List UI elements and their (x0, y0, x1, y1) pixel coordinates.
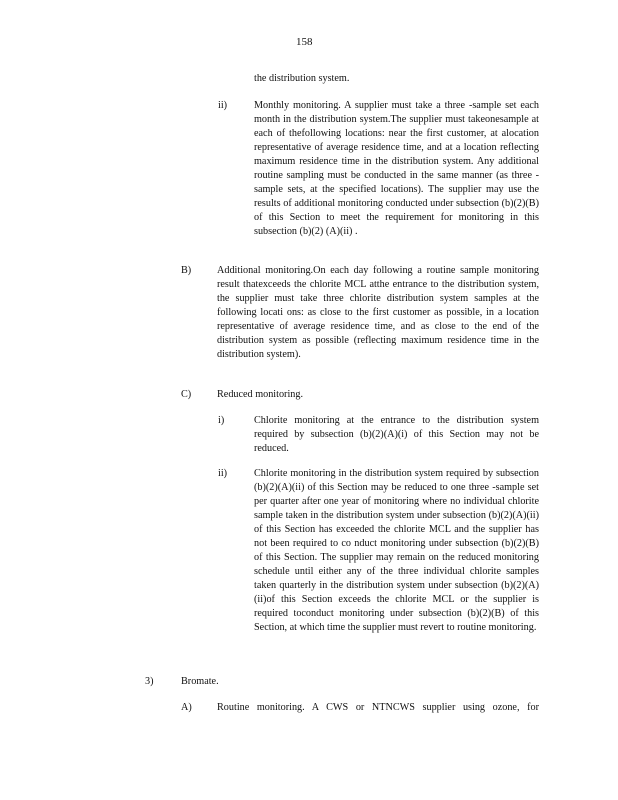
item-C-heading: Reduced monitoring. (217, 389, 304, 400)
item-C-i-label: i) (218, 415, 225, 426)
item-A-label: A) (181, 702, 192, 713)
item-B-label: B) (181, 265, 192, 276)
item-ii-label: ii) (218, 100, 228, 111)
item-ii-paragraph: Monthly monitoring. A supplier must take a three -sample set each month in the distribution system.The supplier must takeonesample at each of thefollowing locations: near the first customer, at alocation representative of average residence time, and at a location reflecting maximum residence time in the distribution system. Any additional routine sampling must be conducted in the same manner (as three -sample sets, at the specified locations). The supplier may use the results of additional monitoring conducted under subsection (b)(2)(B) of this Section to meet the requirement for monitoring in this subsection (b)(2) (A)(ii) . (254, 100, 539, 237)
item-C-ii-label: ii) (218, 468, 228, 479)
continued-paragraph: the distribution system. (254, 73, 350, 84)
item-A-paragraph: Routine monitoring. A CWS or NTNCWS supplier using ozone, for (217, 702, 539, 713)
item-C-ii-paragraph: Chlorite monitoring in the distribution system required by subsection (b)(2)(A)(ii) of this Section may be reduced to one three -sample set per quarter after one year of monitoring where no individual chlorite sample taken in the distribution system under subsection (b)(2)(A)(ii) of this Section has exceeded the chlorite MCL and the supplier has not been required to co nduct monitoring under subsection (b)(2)(B) of this Section. The supplier may remain on the reduced monitoring schedule until either any of the three individual chlorite samples taken quarterly in the distribution system under subsection (b)(2)(A)(ii)of this Section exceeds the chlorite MCL or the supplier is required toconduct monitoring under subsection (b)(2)(B) of this Section, at which time the supplier must revert to routine monitoring. (254, 468, 539, 633)
item-3-heading: Bromate. (181, 676, 219, 687)
item-B-paragraph: Additional monitoring.On each day following a routine sample monitoring result thatexceeds the chlorite MCL atthe entrance to the distribution system, the supplier must take three chlorite distribution system samples at the following locati ons: as close to the first customer as possible, in a location representative of average residence time, and as close to the end of the distribution system as possible (reflecting maximum residence time in the distribution system). (217, 265, 539, 360)
item-C-label: C) (181, 389, 192, 400)
item-C-i-paragraph: Chlorite monitoring at the entrance to the distribution system required by subsection (b)(2)(A)(i) of this Section may not be reduced. (254, 415, 539, 454)
item-3-label: 3) (145, 676, 154, 687)
page-number: 158 (296, 36, 313, 48)
